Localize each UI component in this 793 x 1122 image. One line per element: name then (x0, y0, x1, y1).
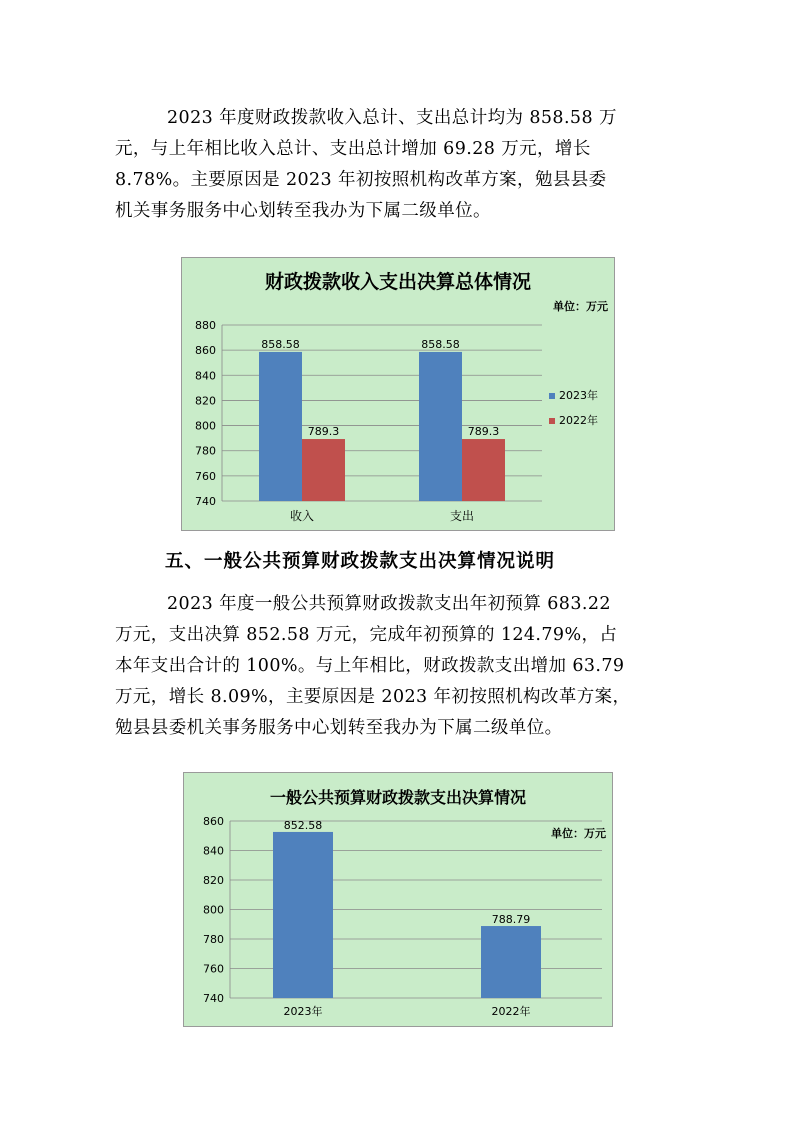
chart1-legend-swatch (549, 393, 555, 399)
chart1-bar (259, 352, 302, 501)
chart1-legend-swatch (549, 418, 555, 424)
chart1-legend (549, 388, 598, 427)
paragraph-line: 万元，增长 8.09%，主要原因是 2023 年初按照机构改革方案， (115, 687, 631, 707)
chart2-x-axis (284, 1004, 531, 1018)
chart1-y-tick-label: 760 (195, 469, 216, 483)
paragraph-line: 万元，支出决算 852.58 万元，完成年初预算的 124.79%，占 (115, 625, 618, 645)
paragraph-line: 8.78%。主要原因是 2023 年初按照机构改革方案，勉县县委 (115, 170, 607, 190)
chart1-bar (302, 439, 345, 501)
chart2-y-tick-label: 800 (203, 903, 224, 917)
chart1-x-tick-label: 收入 (289, 509, 315, 523)
chart2-x-tick-label: 2022年 (491, 1005, 531, 1018)
chart1-y-tick-label: 740 (195, 495, 216, 508)
chart2-data-label: 852.58 (283, 818, 323, 832)
chart2-bar (481, 926, 541, 998)
chart1-y-tick-label: 860 (195, 344, 216, 358)
paragraph-line: 机关事务服务中心划转至我办为下属二级单位。 (115, 201, 491, 221)
chart2-y-tick-label: 840 (203, 844, 224, 858)
chart2-y-axis (203, 815, 224, 1005)
chart1-bar (462, 439, 505, 501)
chart2-bar (273, 832, 333, 998)
chart1-data-label: 858.58 (261, 337, 300, 351)
paragraph-revenue-expenditure (115, 103, 675, 227)
section-heading: 五、一般公共预算财政拨款支出决算情况说明 (165, 551, 556, 572)
chart2-svg (184, 773, 612, 1026)
chart2-y-tick-label: 740 (203, 992, 224, 1005)
chart1-x-axis (290, 508, 474, 523)
paragraph-line: 2023 年度财政拨款收入总计、支出总计均为 858.58 万 (167, 108, 617, 128)
chart2-y-tick-label: 820 (203, 874, 224, 887)
chart1-legend-label: 2022年 (559, 414, 598, 427)
chart2-y-tick-label: 760 (203, 962, 224, 976)
paragraph-line: 元，与上年相比收入总计、支出总计增加 69.28 万元，增长 (115, 139, 591, 159)
chart2-x-tick-label: 2023年 (283, 1005, 323, 1018)
chart2-unit-label: 单位：万元 (551, 827, 606, 840)
chart2-y-tick-label: 780 (203, 933, 224, 946)
chart2-data-label: 788.79 (491, 913, 531, 927)
chart1-title: 财政拨款收入支出决算总体情况 (264, 271, 532, 293)
chart1-x-tick-label: 支出 (449, 509, 475, 523)
chart-general-budget (183, 772, 613, 1027)
chart1-legend-label: 2023年 (559, 389, 598, 402)
paragraph-line: 本年支出合计的 100%。与上年相比，财政拨款支出增加 63.79 (115, 656, 625, 676)
chart1-data-label: 858.58 (421, 337, 460, 351)
chart1-bar (419, 352, 462, 501)
chart2-bars (273, 819, 541, 998)
chart1-data-label: 789.3 (467, 425, 500, 439)
chart1-unit-label: 单位：万元 (553, 300, 608, 313)
chart1-y-tick-label: 880 (195, 319, 216, 332)
paragraph-line: 勉县县委机关事务服务中心划转至我办为下属二级单位。 (115, 718, 563, 738)
paragraph-line: 2023 年度一般公共预算财政拨款支出年初预算 683.22 (167, 594, 611, 614)
chart1-svg (182, 258, 614, 530)
chart2-y-tick-label: 860 (203, 815, 224, 828)
chart1-data-label: 789.3 (307, 425, 340, 439)
chart1-y-axis (195, 319, 216, 508)
chart1-y-tick-label: 800 (195, 419, 216, 433)
paragraph-general-budget (115, 589, 675, 744)
chart1-y-tick-label: 840 (195, 369, 216, 383)
chart1-bars (259, 338, 505, 501)
chart2-title: 一般公共预算财政拨款支出决算情况 (269, 788, 527, 807)
chart1-y-tick-label: 820 (195, 394, 216, 408)
chart1-y-tick-label: 780 (195, 444, 216, 458)
chart-revenue-expenditure (181, 257, 615, 531)
